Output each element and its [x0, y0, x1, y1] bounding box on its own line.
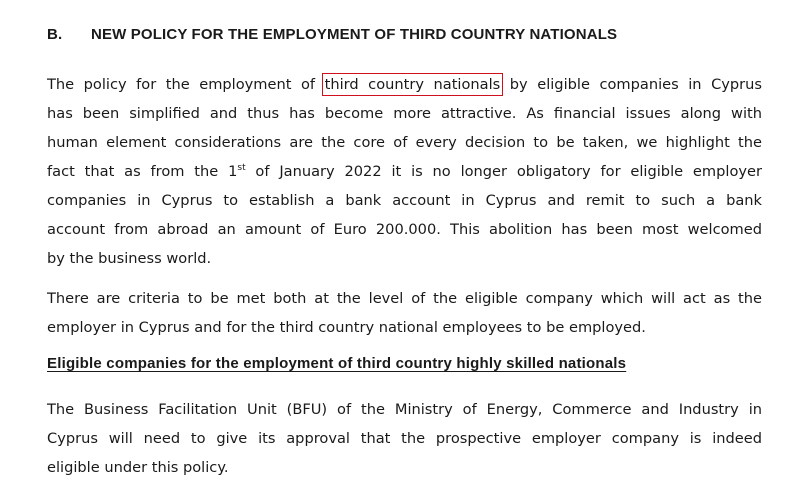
paragraph-line: Cyprus will need to give its approval that the prospective employer company is indeed — [47, 430, 762, 447]
text-segment: fact that as from the 1 — [47, 163, 238, 180]
paragraph-line: human element considerations are the core of every decision to be taken, we highlight the — [47, 134, 762, 151]
section-title: NEW POLICY FOR THE EMPLOYMENT OF THIRD COUNTRY NATIONALS — [91, 26, 618, 43]
paragraph-line — [47, 70, 762, 99]
section-number: B. — [47, 26, 63, 43]
section-heading — [47, 26, 617, 43]
paragraph-line: employer in Cyprus and for the third country national employees to be employed. — [47, 319, 646, 336]
paragraph-line: eligible under this policy. — [47, 459, 229, 476]
paragraph-policy-intro — [47, 70, 762, 273]
paragraph-line: The Business Facilitation Unit (BFU) of the Ministry of Energy, Commerce and Industry in — [47, 401, 762, 418]
paragraph-line: has been simplified and thus has become more attractive. As financial issues along with — [47, 105, 762, 122]
text-segment: The policy for the employment of — [47, 76, 325, 93]
paragraph-line: account from abroad an amount of Euro 200.000. This abolition has been most welcomed — [47, 221, 762, 238]
paragraph-line: by the business world. — [47, 250, 212, 267]
paragraph-criteria — [47, 284, 762, 342]
paragraph-line: There are criteria to be met both at the level of the eligible company which will act as the — [47, 290, 762, 307]
paragraph-bfu-approval — [47, 395, 762, 482]
text-segment: of January 2022 it is no longer obligatory for eligible employer — [245, 163, 762, 180]
ordinal-superscript: st — [237, 163, 246, 173]
eligible-companies-subheading: Eligible companies for the employment of third country highly skilled nationals — [47, 355, 627, 372]
text-segment: by eligible companies in Cyprus — [500, 76, 763, 93]
paragraph-line — [47, 157, 762, 186]
highlighted-phrase: third country nationals — [324, 76, 501, 93]
paragraph-line: companies in Cyprus to establish a bank account in Cyprus and remit to such a bank — [47, 192, 762, 209]
